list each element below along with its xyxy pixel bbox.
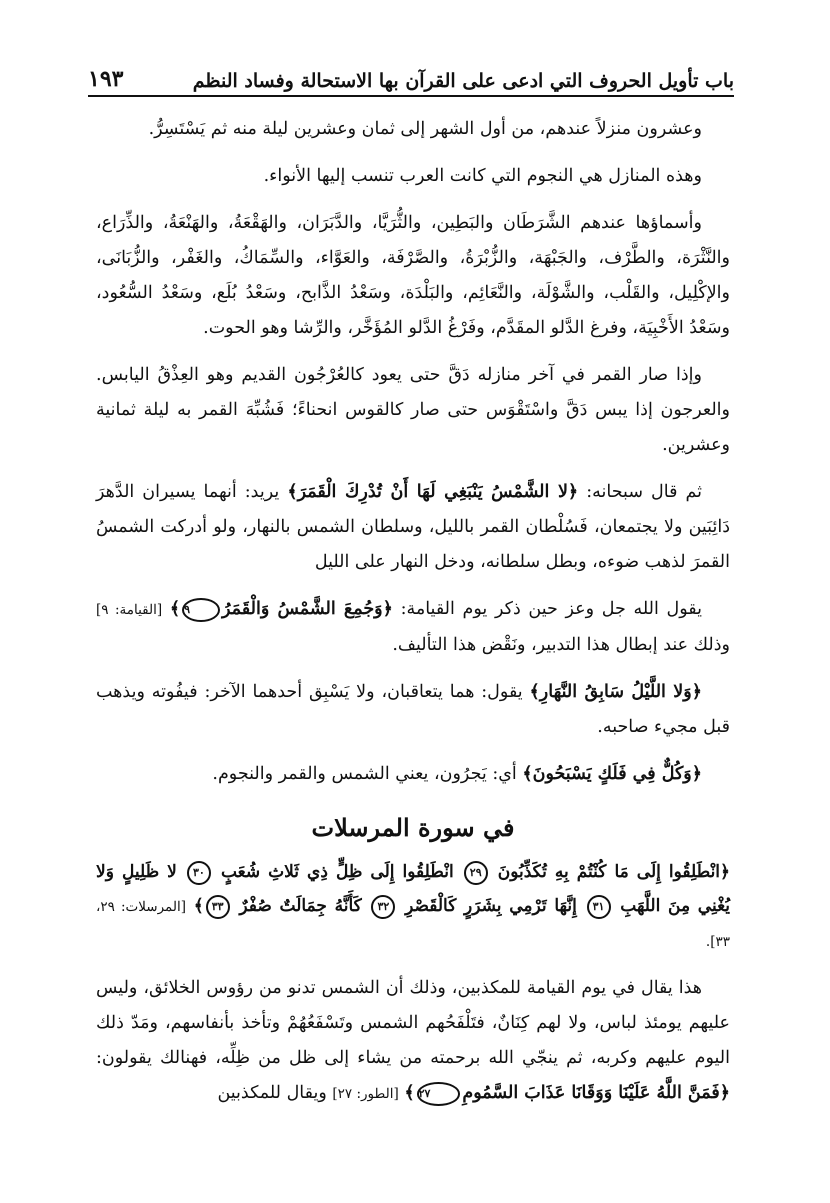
verse-number-marker: ٢٧	[417, 1082, 461, 1106]
verse-number-marker: ٩	[182, 598, 220, 622]
paragraph-4	[96, 358, 730, 463]
paragraph-2	[96, 159, 730, 194]
verse-text: لا ظَلِيلٍ وَلا يُغْنِي مِنَ اللَّهَبِ	[96, 862, 731, 916]
verse-block	[96, 855, 730, 959]
paragraph-9	[96, 971, 730, 1112]
running-header	[88, 58, 734, 92]
surah-reference: [القيامة: ٩]	[96, 602, 163, 618]
quran-quote: ﴿لا الشَّمْسُ يَنْبَغِي لَهَا أَنْ تُدْرِكَ الْقَمَرَ﴾	[287, 482, 579, 502]
paragraph-1	[96, 112, 730, 147]
verse-text: كَأَنَّهُ جِمَالَتٌ صُفْرٌ	[239, 896, 362, 916]
verse-text: إِنَّهَا تَرْمِي بِشَرَرٍ كَالْقَصْرِ	[405, 896, 577, 916]
verse-number-marker: ٣٠	[187, 861, 211, 885]
verse-text: انْطَلِقُوا إِلَى ظِلٍّ ذِي ثَلاثِ شُعَبٍ	[220, 862, 454, 882]
paragraph-5-rest: يريد: أنهما يسيران الدَّهرَ دَائِبَين ولا يجتمعان، فَسُلْطان القمر بالليل، وسلطان الشمس بالنهار، ولو أدركت الشمسُ القمرَ لذهب ضوءه، وبطل سلطانه، ودخل النهار على الليل	[96, 482, 730, 572]
header-rule	[88, 95, 734, 97]
paragraph-6	[96, 592, 730, 663]
verse-number-marker: ٣٣	[206, 895, 230, 919]
verse-number-marker: ٣٢	[371, 895, 395, 919]
paragraph-7-rest: يقول: هما يتعاقبان، ولا يَسْبِق أحدهما الآخر: فيفُوته ويذهب قبل مجيء صاحبه.	[96, 682, 730, 737]
paragraph-9-rest: ويقال للمكذبين	[217, 1083, 327, 1103]
quran-quote: ﴿وَلا اللَّيْلُ سَابِقُ النَّهَارِ﴾	[529, 682, 702, 702]
page-number: ١٩٣	[88, 66, 124, 92]
paragraph-3	[96, 206, 730, 346]
main-text	[96, 112, 730, 1124]
surah-reference: [الطور: ٢٧]	[332, 1086, 399, 1102]
quran-quote: ﴿فَمَنَّ اللَّهُ عَلَيْنَا وَوَقَانَا عَذَابَ السَّمُومِ	[462, 1083, 730, 1103]
paragraph-1-text: وعشرون منزلاً عندهم، من أول الشهر إلى ثمان وعشرين ليلة منه ثم يَسْتَسِرُّ.	[148, 119, 702, 139]
verse-number-marker: ٢٩	[464, 861, 488, 885]
paragraph-7	[96, 675, 730, 745]
quran-quote: ﴿وَكُلٌّ فِي فَلَكٍ يَسْبَحُونَ﴾	[522, 764, 702, 784]
paragraph-4-text: وإذا صار القمر في آخر منازله دَقَّ حتى يعود كالعُرْجُون القديم وهو العِذْقُ اليابس. والعرجون إذا يبس دَقَّ واسْتَقْوَس حتى صار كالقوس انحناءً؛ فَشُبِّهَ القمر به ليلة ثمانية وعشرين.	[96, 365, 730, 455]
paragraph-6-intro: يقول الله جل وعز حين ذكر يوم القيامة:	[400, 599, 702, 619]
surah-reference: [المرسلات: ٢٩، ٣٣].	[96, 899, 730, 950]
paragraph-8	[96, 757, 730, 792]
chapter-title: باب تأويل الحروف التي ادعى على القرآن بها الاستحالة وفساد النظم	[192, 70, 734, 92]
section-heading: في سورة المرسلات	[311, 813, 515, 842]
paragraph-5-intro: ثم قال سبحانه:	[586, 482, 703, 502]
quote-close-bracket: ﴾	[169, 599, 181, 619]
paragraph-2-text: وهذه المنازل هي النجوم التي كانت العرب تنسب إليها الأنواء.	[263, 166, 702, 186]
quote-close-bracket: ﴾	[193, 896, 204, 916]
verse-text: ﴿انْطَلِقُوا إِلَى مَا كُنْتُمْ بِهِ تُكَذِّبُونَ	[497, 862, 730, 882]
quote-close-bracket: ﴾	[404, 1083, 415, 1103]
paragraph-3-text: وأسماؤها عندهم الشَّرَطَان والبَطِين، والثُّرَيَّا، والدَّبَرَان، والهَقْعَةُ، والهَنْعَةُ، والذِّرَاع، والنَّثْرَة، والطَّرْف، والجَبْهَة، والزُّبْرَةُ، والصَّرْفَة، والعَوَّاء، والسِّمَاكُ، والغَفْر، والزُّبَانَى، والإكْلِيل، والقَلْب، والشَّوْلَة، والنَّعَائِم، والبَلْدَة، وسَعْدُ الذَّابح، وسَعْدُ بُلَع، وسَعْدُ السُّعُود، وسَعْدُ الأَخْبِيَة، وفرغ الدَّلو المقَدَّم، وفَرْغُ الدَّلو المُؤَخَّر، والرِّشا وهو الحوت.	[96, 213, 730, 338]
paragraph-9-text: هذا يقال في يوم القيامة للمكذبين، وذلك أن الشمس تدنو من رؤوس الخلائق، وليس عليهم يومئذ لباس، ولا لهم كِنَانٌ، فتَلْفَحُهم الشمس وتَسْفَعُهُمْ وتأخذ بأنفاسهم، ومَدّ ذلك اليوم عليهم وكربه، ثم ينجّي الله برحمته من يشاء إلى ظل من ظِلِّه، فهنالك يقولون:	[96, 978, 730, 1068]
paragraph-6-rest: وذلك عند إبطال هذا التدبير، ونَقْض هذا التأليف.	[392, 635, 730, 655]
paragraph-5	[96, 475, 730, 580]
verse-number-marker: ٣١	[587, 895, 611, 919]
paragraph-8-rest: أي: يَجرُون، يعني الشمس والقمر والنجوم.	[212, 764, 517, 784]
quran-quote: ﴿وَجُمِعَ الشَّمْسُ وَالْقَمَرُ	[222, 599, 393, 619]
